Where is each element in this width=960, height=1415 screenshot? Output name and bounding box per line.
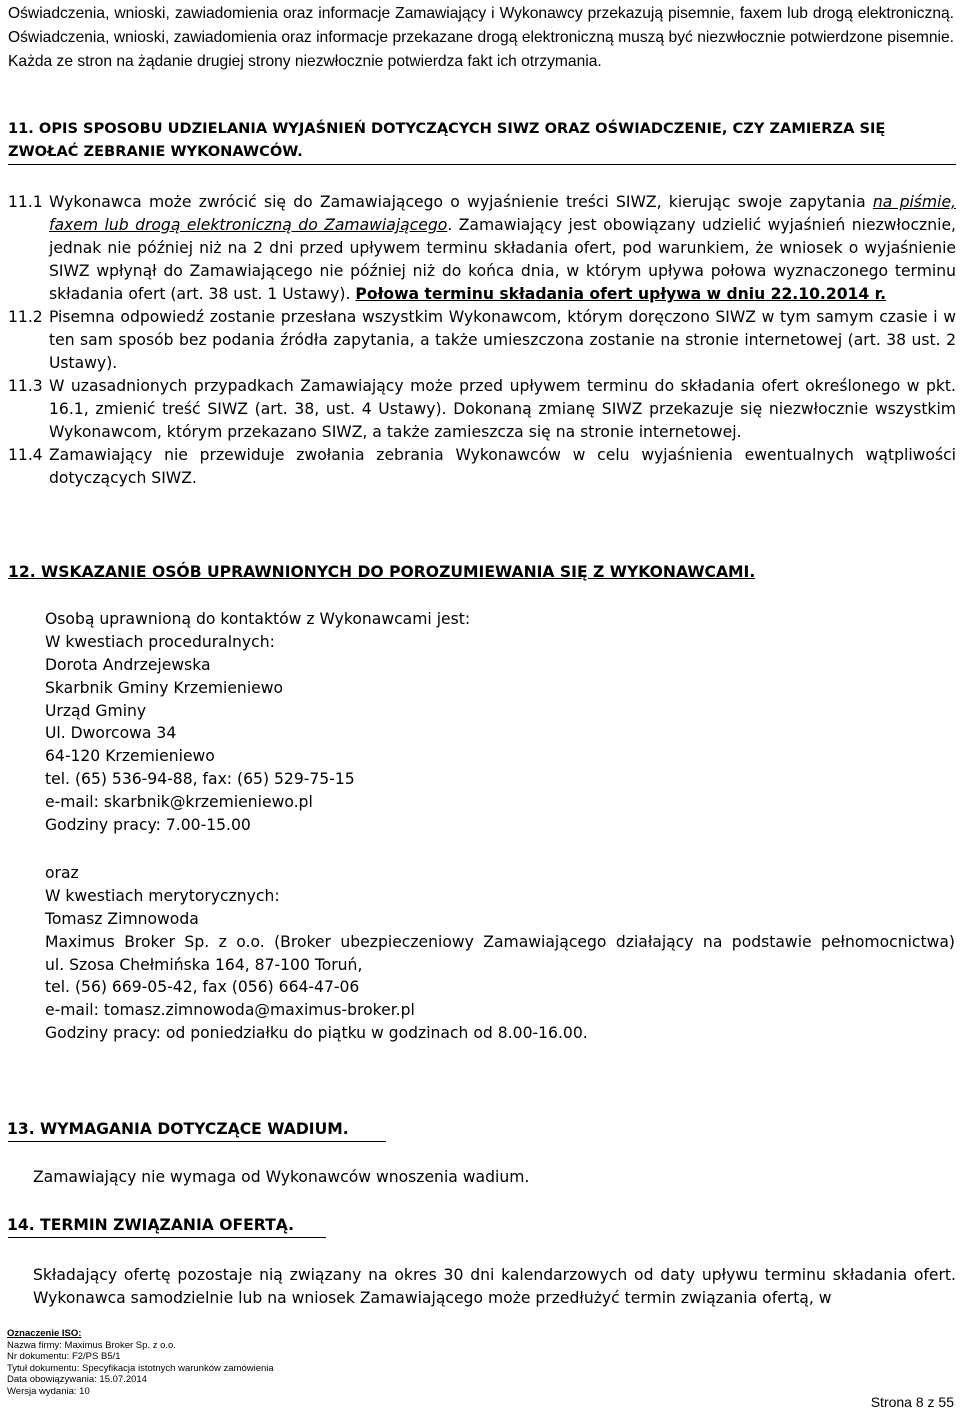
item-number: 11.1 xyxy=(8,193,43,211)
contact-line: tel. (56) 669-05-42, fax (056) 664-47-06 xyxy=(45,978,360,997)
list-item xyxy=(8,444,956,490)
item-text-emphasis: na piśmie, faxem lub drogą elektroniczną do Zamawiającego xyxy=(49,193,956,234)
contact-line: Dorota Andrzejewska xyxy=(45,655,211,674)
item-text xyxy=(49,191,956,306)
section-14-heading-text: 14. TERMIN ZWIĄZANIA OFERTĄ. xyxy=(7,1216,295,1234)
item-number: 11.3 xyxy=(8,377,43,395)
contact-line: tel. (65) 536-94-88, fax: (65) 529-75-15 xyxy=(45,770,355,789)
section-12-heading xyxy=(8,561,956,584)
contact-line: W kwestiach merytorycznych: xyxy=(45,886,280,905)
contact-line: Ul. Dworcowa 34 xyxy=(45,724,177,743)
contact-line: Godziny pracy: od poniedziałku do piątku w godzinach od 8.00-16.00. xyxy=(45,1024,588,1043)
contact-line: oraz xyxy=(45,864,79,882)
footer-line: Tytuł dokumentu: Specyfikacja istotnych warunków zamówienia xyxy=(7,1362,274,1374)
contact-line: ul. Szosa Chełmińska 164, 87-100 Toruń, xyxy=(45,955,363,974)
footer-line: Data obowiązywania: 15.07.2014 xyxy=(7,1374,147,1386)
contact-email: e-mail: tomasz.zimnowoda@maximus-broker.pl xyxy=(45,1001,415,1020)
page-number: Strona 8 z 55 xyxy=(870,1394,954,1410)
footer-heading: Oznaczenie ISO: xyxy=(7,1328,82,1339)
item-text-part: . Zamawiający jest obowiązany udzielić wyjaśnień niezwłocznie, jednak nie później niż na 2 dni przed upływem terminu składania ofert, pod warunkiem, że wniosek o wyjaśnienie SIWZ wpłynął do Zamawiającego nie później niż do końca dnia, w którym upływa połowa wyznaczonego terminu składania ofert (art. 38 ust. 1 Ustawy). xyxy=(49,216,957,303)
contact-line: Godziny pracy: 7.00-15.00 xyxy=(45,816,251,835)
contact-line: Urząd Gminy xyxy=(45,701,147,720)
section-11-items xyxy=(8,191,956,490)
contact-line: W kwestiach proceduralnych: xyxy=(45,632,275,651)
item-text-part: Wykonawca może zwrócić się do Zamawiającego o wyjaśnienie treści SIWZ, kierując swoje zapytania xyxy=(49,193,873,211)
section-11-heading-text: 11. OPIS SPOSOBU UDZIELANIA WYJAŚNIEŃ DOTYCZĄCYCH SIWZ ORAZ OŚWIADCZENIE, CZY ZAMIERZA SIĘ ZWOŁAĆ ZEBRANIE WYKONAWCÓW. xyxy=(8,120,886,160)
section-14-text: Składający ofertę pozostaje nią związany na okres 30 dni kalendarzowych od daty upływu terminu składania ofert. Wykonawca samodzielnie lub na wniosek Zamawiającego może przedłużyć termin związania ofertą, w xyxy=(33,1266,956,1307)
footer-line: Nazwa firmy: Maximus Broker Sp. z o.o. xyxy=(7,1339,176,1351)
section-13-heading-text: 13. WYMAGANIA DOTYCZĄCE WADIUM. xyxy=(7,1120,349,1138)
footer-line: Nr dokumentu: F2/PS B5/1 xyxy=(7,1351,121,1363)
section-13-heading xyxy=(7,1118,955,1141)
contact-broker: Maximus Broker Sp. z o.o. (Broker ubezpieczeniowy Zamawiającego działający na podstawie pełnomocnictwa) xyxy=(45,932,955,951)
list-item xyxy=(8,306,956,375)
item-text: Zamawiający nie przewiduje zwołania zebrania Wykonawców w celu wyjaśnienia ewentualnych wątpliwości dotyczących SIWZ. xyxy=(49,446,956,487)
item-text: Pisemna odpowiedź zostanie przesłana wszystkim Wykonawcom, którym doręczono SIWZ w tym samym czasie i w ten sam sposób bez podania źródła zapytania, a także umieszczona zostanie na stronie internetowej (art. 38 ust. 2 Ustawy). xyxy=(49,308,956,372)
list-item xyxy=(8,191,956,306)
section-13-text: Zamawiający nie wymaga od Wykonawców wnoszenia wadium. xyxy=(33,1168,530,1186)
iso-footer xyxy=(7,1328,607,1398)
section-14-rule xyxy=(8,1237,326,1238)
contact-line: e-mail: skarbnik@krzemieniewo.pl xyxy=(45,793,313,812)
intro-paragraph: Oświadczenia, wnioski, zawiadomienia oraz informacje Zamawiający i Wykonawcy przekazują pisemnie, faxem lub drogą elektroniczną. Oświadczenia, wnioski, zawiadomienia oraz informacje przekazane drogą elektroniczną muszą być niezwłocznie potwierdzone pisemnie. Każda ze stron na żądanie drugiej strony niezwłocznie potwierdza fakt ich otrzymania. xyxy=(8,5,954,70)
contact-line: 64-120 Krzemieniewo xyxy=(45,747,215,766)
item-number: 11.4 xyxy=(8,446,43,464)
contact-line: Skarbnik Gminy Krzemieniewo xyxy=(45,678,284,697)
contact-line: Osobą uprawnioną do kontaktów z Wykonawcami jest: xyxy=(45,610,471,628)
item-deadline: Połowa terminu składania ofert upływa w dniu 22.10.2014 r. xyxy=(355,285,887,303)
section-11-rule xyxy=(8,164,956,165)
contact-procedural xyxy=(45,608,955,837)
contact-line: Tomasz Zimnowoda xyxy=(45,909,199,928)
section-14-heading xyxy=(7,1214,955,1237)
contact-substantive xyxy=(45,862,955,1045)
item-text: W uzasadnionych przypadkach Zamawiający może przed upływem terminu do składania ofert określonego w pkt. 16.1, zmienić treść SIWZ (art. 38, ust. 4 Ustawy). Dokonaną zmianę SIWZ przekazuje się niezwłocznie wszystkim Wykonawcom, którym przekazano SIWZ, a także zamieszcza się na stronie internetowej. xyxy=(49,377,956,441)
footer-line: Wersja wydania: 10 xyxy=(7,1385,90,1397)
list-item xyxy=(8,375,956,444)
section-13-rule xyxy=(8,1141,386,1142)
section-12-heading-text: 12. WSKAZANIE OSÓB UPRAWNIONYCH DO POROZUMIEWANIA SIĘ Z WYKONAWCAMI. xyxy=(8,563,756,581)
section-11-heading xyxy=(8,117,956,163)
item-number: 11.2 xyxy=(8,308,43,326)
